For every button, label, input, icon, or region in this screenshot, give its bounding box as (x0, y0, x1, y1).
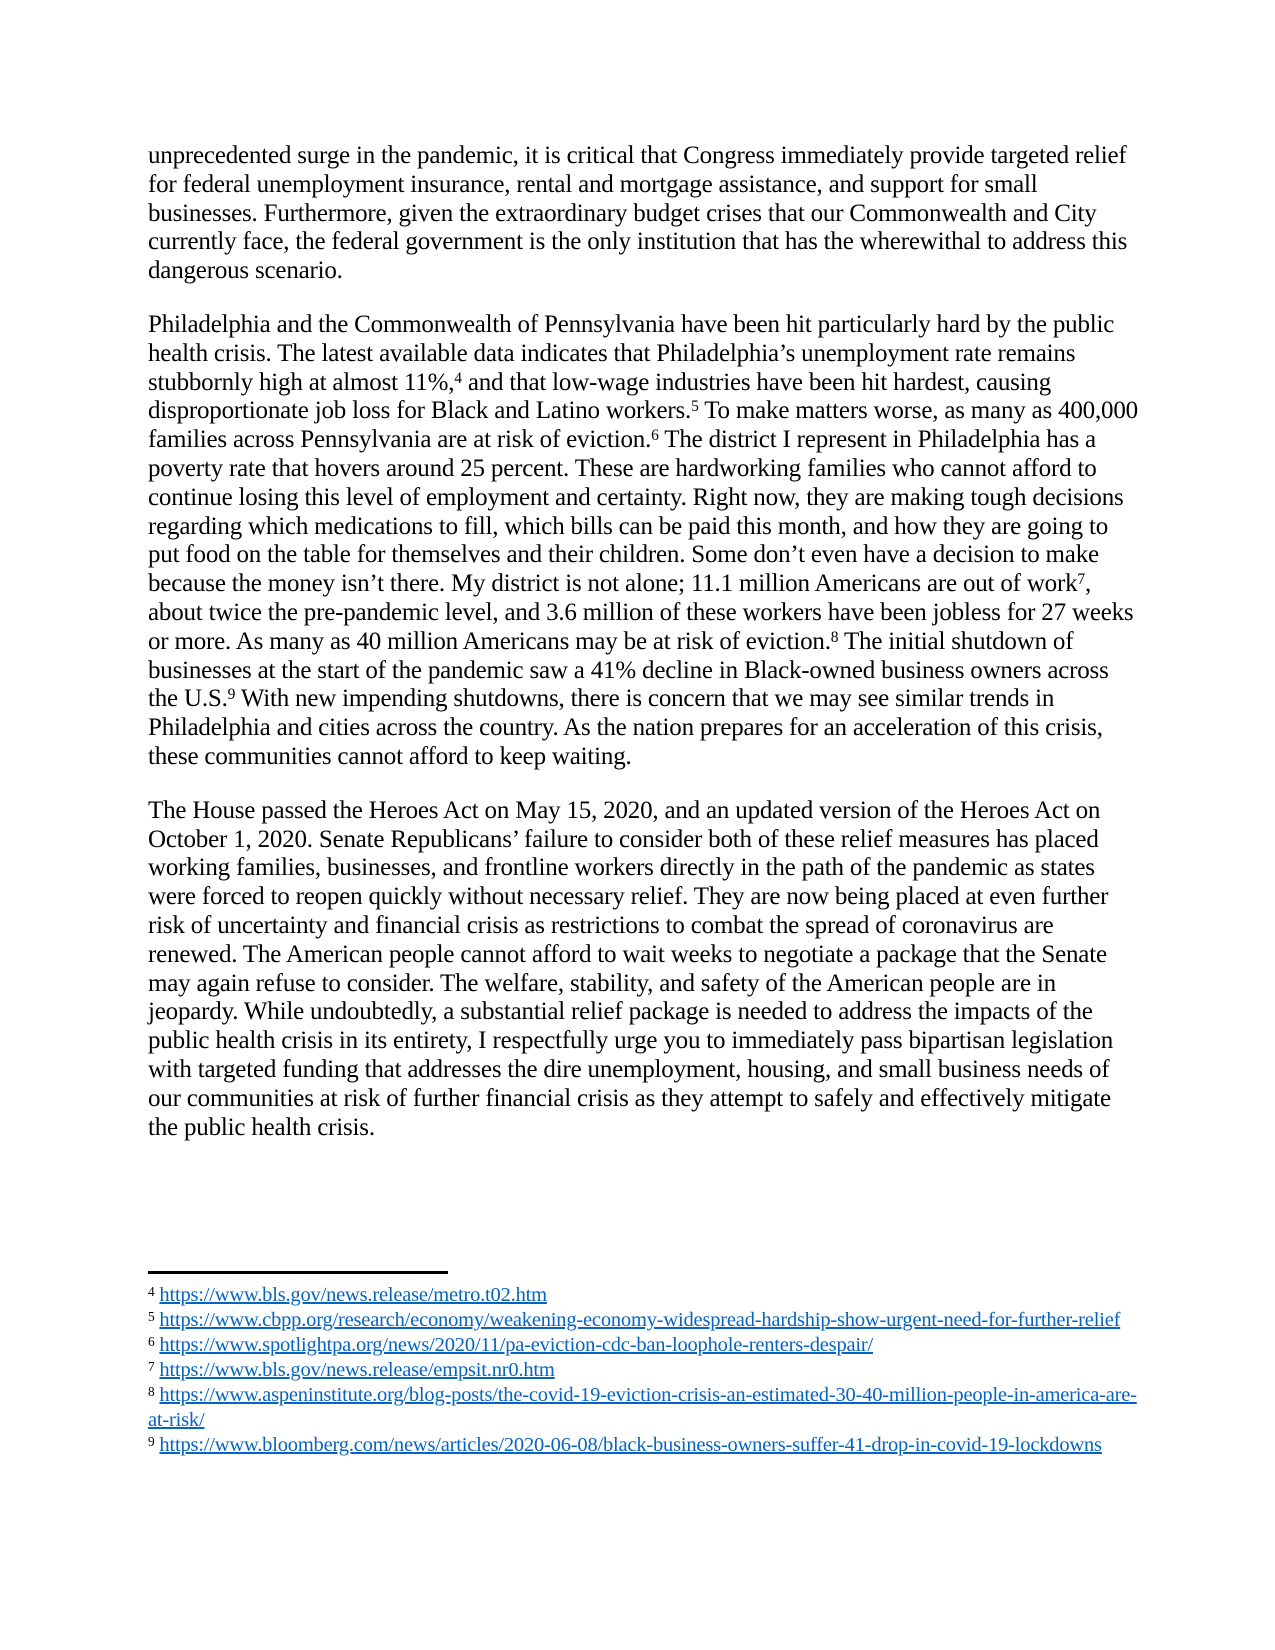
paragraph: unprecedented surge in the pandemic, it is critical that Congress immediately provide targeted relief for federal unemployment insurance, rental and mortgage assistance, and support for small businesses. Furthermore, given the extraordinary budget crises that our Commonwealth and City currently face, the federal government is the only institution that has the wherewithal to address this dangerous scenario. (148, 142, 1128, 285)
footnote-reference: 6 (651, 427, 659, 445)
footnote (148, 1333, 1140, 1358)
footnote-number: 4 (148, 1283, 155, 1299)
footnote-number: 6 (148, 1333, 155, 1349)
footnote (148, 1433, 1140, 1458)
footnote-number: 9 (148, 1433, 155, 1449)
footnote (148, 1383, 1140, 1433)
footnote-reference: 5 (691, 398, 699, 416)
paragraph: Philadelphia and the Commonwealth of Pennsylvania have been hit particularly hard by the public health crisis. The latest available data indicates that Philadelphia’s unemployment rate remains stubbornly high at almost 11%,$^4$ and that low-wage industries have been hit hardest, causing disproportionate job loss for Black and Latino workers.$^5$ To make matters worse, as many as 400,000 families across Pennsylvania are at risk of eviction.$^6$ The district I represent in Philadelphia has a poverty rate that hovers around 25 percent. These are hardworking families who cannot afford to continue losing this level of employment and certainty. Right now, they are making tough decisions regarding which medications to fill, which bills can be paid this month, and how they are going to put food on the table for themselves and their children. Some don’t even have a decision to make because the money isn’t there. My district is not alone; 11.1 million Americans are out of work$^7$, about twice the pre-pandemic level, and 3.6 million of these workers have been jobless for 27 weeks or more. As many as 40 million Americans may be at risk of eviction.$^8$ The initial shutdown of businesses at the start of the pandemic saw a 41% decline in Black-owned business owners across the U.S.$^9$ With new impending shutdowns, there is concern that we may see similar trends in Philadelphia and cities across the country. As the nation prepares for an acceleration of this crisis, these communities cannot afford to keep waiting. (148, 310, 1138, 770)
footnote-separator (148, 1271, 448, 1274)
footnote (148, 1358, 1140, 1383)
footnote (148, 1283, 1140, 1308)
footnote (148, 1308, 1140, 1333)
footnote-link[interactable]: https://www.bls.gov/news.release/metro.t02.htm (159, 1284, 547, 1306)
footnote-reference: 8 (830, 628, 839, 646)
footnote-link[interactable]: https://www.bls.gov/news.release/empsit.nr0.htm (159, 1359, 555, 1381)
letter-body (148, 142, 1140, 1167)
footnote-reference: 7 (1077, 571, 1085, 589)
footnote-link[interactable]: https://www.bloomberg.com/news/articles/2020-06-08/black-business-owners-suffer-41-drop-in-covid-19-lockdowns (159, 1434, 1102, 1456)
footnote-link[interactable]: https://www.cbpp.org/research/economy/weakening-economy-widespread-hardship-show-urgent-need-for-further-relief (159, 1309, 1121, 1331)
footnote-reference: 4 (454, 369, 462, 387)
paragraph: The House passed the Heroes Act on May 15, 2020, and an updated version of the Heroes Act on October 1, 2020. Senate Republicans’ failure to consider both of these relief measures has placed working families, businesses, and frontline workers directly in the path of the pandemic as states were forced to reopen quickly without necessary relief. They are now being placed at even further risk of uncertainty and financial crisis as restrictions to combat the spread of coronavirus are renewed. The American people cannot afford to wait weeks to negotiate a package that the Senate may again refuse to consider. The welfare, stability, and safety of the American people are in jeopardy. While undoubtedly, a substantial relief package is needed to address the impacts of the public health crisis in its entirety, I respectfully urge you to immediately pass bipartisan legislation with targeted funding that addresses the dire unemployment, housing, and small business needs of our communities at risk of further financial crisis as they attempt to safely and effectively mitigate the public health crisis. (148, 796, 1114, 1141)
footnote-number: 7 (148, 1358, 155, 1374)
footnote-number: 5 (148, 1308, 155, 1324)
footnotes-section (148, 1271, 1140, 1458)
footnote-reference: 9 (227, 686, 236, 704)
footnote-link[interactable]: https://www.spotlightpa.org/news/2020/11/pa-eviction-cdc-ban-loophole-renters-despair/ (159, 1334, 874, 1356)
footnote-list (148, 1283, 1140, 1458)
footnote-link[interactable]: https://www.aspeninstitute.org/blog-posts/the-covid-19-eviction-crisis-an-estimated-30-40-million-people-in-america-are-at-risk/ (148, 1384, 1137, 1431)
footnote-number: 8 (148, 1383, 155, 1399)
